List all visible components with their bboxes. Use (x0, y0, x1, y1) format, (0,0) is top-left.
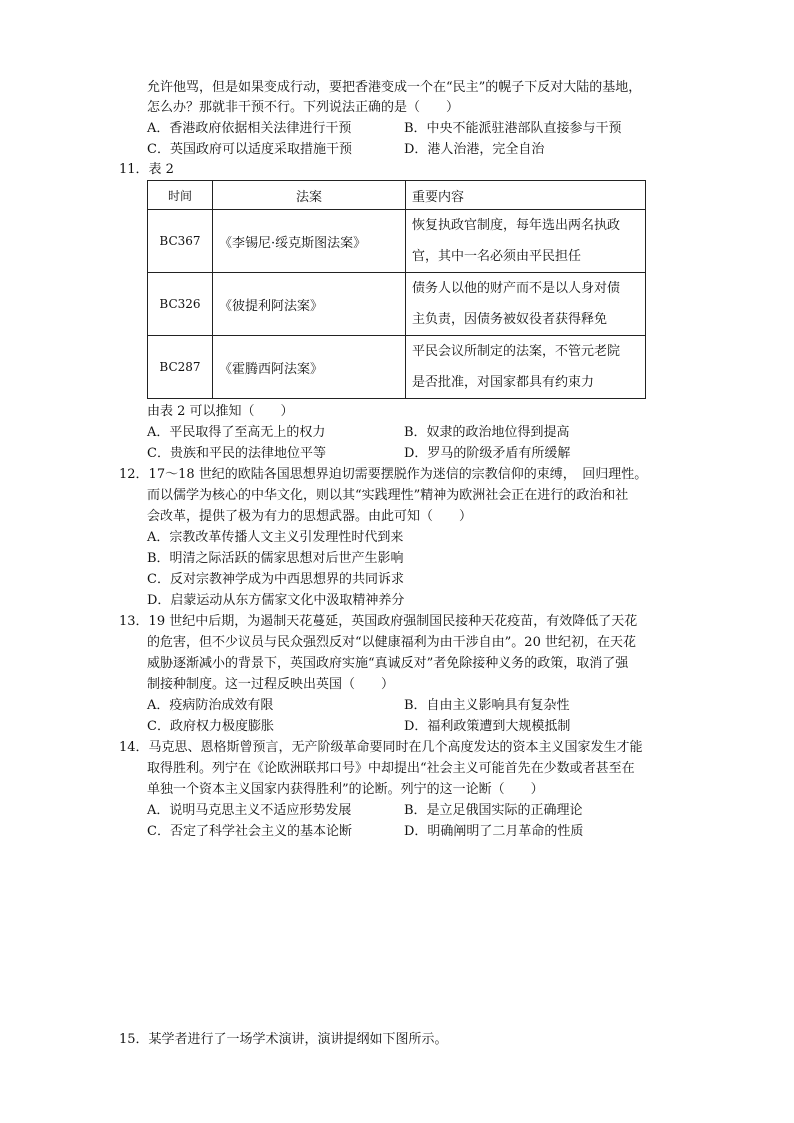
q14-option-a: A．说明马克思主义不适应形势发展 (147, 803, 352, 818)
q14-text-line-1: 14．马克思、恩格斯曾预言，无产阶级革命要同时在几个高度发达的资本主义国家发生才能 (119, 740, 643, 755)
q11-option-d: D．罗马的阶级矛盾有所缓解 (404, 446, 571, 461)
q14-option-b: B．是立足俄国实际的正确理论 (404, 803, 583, 818)
q14-text-line-2: 取得胜利。列宁在《论欧洲联邦口号》中却提出“社会主义可能首先在少数或者甚至在 (147, 761, 635, 776)
law-table (147, 180, 646, 399)
q12-text-line-1: 12．17～18 世纪的欧陆各国思想界迫切需要摆脱作为迷信的宗教信仰的束缚， 回归理性。 (119, 467, 648, 482)
q10-option-c: C．英国政府可以适度采取措施干预 (147, 142, 352, 157)
q13-text-line-4: 制接种制度。这一过程反映出英国（ ） (147, 677, 395, 692)
table-header-row (148, 181, 646, 210)
q14-option-d: D．明确阐明了二月革命的性质 (404, 824, 584, 839)
q12-option-c: C．反对宗教神学成为中西思想界的共同诉求 (147, 572, 404, 587)
q13-text-line-1: 13．19 世纪中后期，为遏制天花蔓延，英国政府强制国民接种天花疫苗，有效降低了天花 (119, 614, 638, 629)
cell-content-line: 债务人以他的财产而不是以人身对债 (412, 281, 621, 296)
table-row (148, 336, 646, 399)
cell-time: BC367 (148, 210, 213, 273)
q12-text-line-2: 而以儒学为核心的中华文化，则以其“实践理性”精神为欧洲社会正在进行的政治和社 (147, 488, 629, 503)
cell-content (406, 210, 646, 273)
q12-option-d: D．启蒙运动从东方儒家文化中汲取精神养分 (147, 593, 405, 608)
q13-text-line-2: 的危害，但不少议员与民众强烈反对“以健康福利为由干涉自由”。20 世纪初，在天花 (147, 635, 636, 650)
q12-option-b: B．明清之际活跃的儒家思想对后世产生影响 (147, 551, 404, 566)
cell-content-line: 官，其中一名必须由平民担任 (412, 249, 582, 264)
header-content: 重要内容 (406, 181, 646, 210)
q11-question: 由表 2 可以推知（ ） (147, 404, 294, 419)
q10-option-b: B．中央不能派驻港部队直接参与干预 (404, 121, 622, 136)
q10-text-line-2: 怎么办？那就非干预不行。下列说法正确的是（ ） (147, 100, 460, 115)
cell-law: 《李锡尼·绥克斯图法案》 (213, 210, 406, 273)
q14-text-line-3: 单独一个资本主义国家内获得胜利”的论断。列宁的这一论断（ ） (147, 782, 544, 797)
header-time: 时间 (148, 181, 213, 210)
cell-content (406, 273, 646, 336)
q11-option-c: C．贵族和平民的法律地位平等 (147, 446, 326, 461)
cell-content-line: 主负责，因债务被奴役者获得释免 (412, 312, 608, 327)
cell-time: BC287 (148, 336, 213, 399)
q12-text-line-3: 会改革，提供了极为有力的思想武器。由此可知（ ） (147, 509, 473, 524)
cell-content-line: 是否批准，对国家都具有约束力 (412, 375, 595, 390)
q11-option-a: A．平民取得了至高无上的权力 (147, 425, 326, 440)
q13-option-b: B．自由主义影响具有复杂性 (404, 698, 570, 713)
q13-option-c: C．政府权力极度膨胀 (147, 719, 274, 734)
cell-law: 《霍腾西阿法案》 (213, 336, 406, 399)
q11-option-b: B．奴隶的政治地位得到提高 (404, 425, 570, 440)
cell-law: 《彼提利阿法案》 (213, 273, 406, 336)
cell-content-line: 平民会议所制定的法案，不管元老院 (412, 344, 621, 359)
q10-option-a: A．香港政府依据相关法律进行干预 (147, 121, 352, 136)
cell-content (406, 336, 646, 399)
q13-option-a: A．疫病防治成效有限 (147, 698, 274, 713)
cell-content-line: 恢复执政官制度，每年选出两名执政 (412, 218, 621, 233)
cell-time: BC326 (148, 273, 213, 336)
q10-option-d: D．港人治港，完全自治 (404, 142, 545, 157)
q13-text-line-3: 威胁逐渐减小的背景下，英国政府实施“真诚反对”者免除接种义务的政策，取消了强 (147, 656, 629, 671)
q10-text-line-1: 允许他骂，但是如果变成行动，要把香港变成一个在“民主”的幌子下反对大陆的基地， (147, 80, 642, 95)
q13-option-d: D．福利政策遭到大规模抵制 (404, 719, 571, 734)
table-row (148, 210, 646, 273)
q15-text-line-1: 15．某学者进行了一场学术演讲，演讲提纲如下图所示。 (119, 1032, 448, 1047)
table-row (148, 273, 646, 336)
q14-option-c: C．否定了科学社会主义的基本论断 (147, 824, 352, 839)
q12-option-a: A．宗教改革传播人文主义引发理性时代到来 (147, 530, 404, 545)
header-law: 法案 (213, 181, 406, 210)
q11-stem: 11．表 2 (119, 162, 174, 177)
